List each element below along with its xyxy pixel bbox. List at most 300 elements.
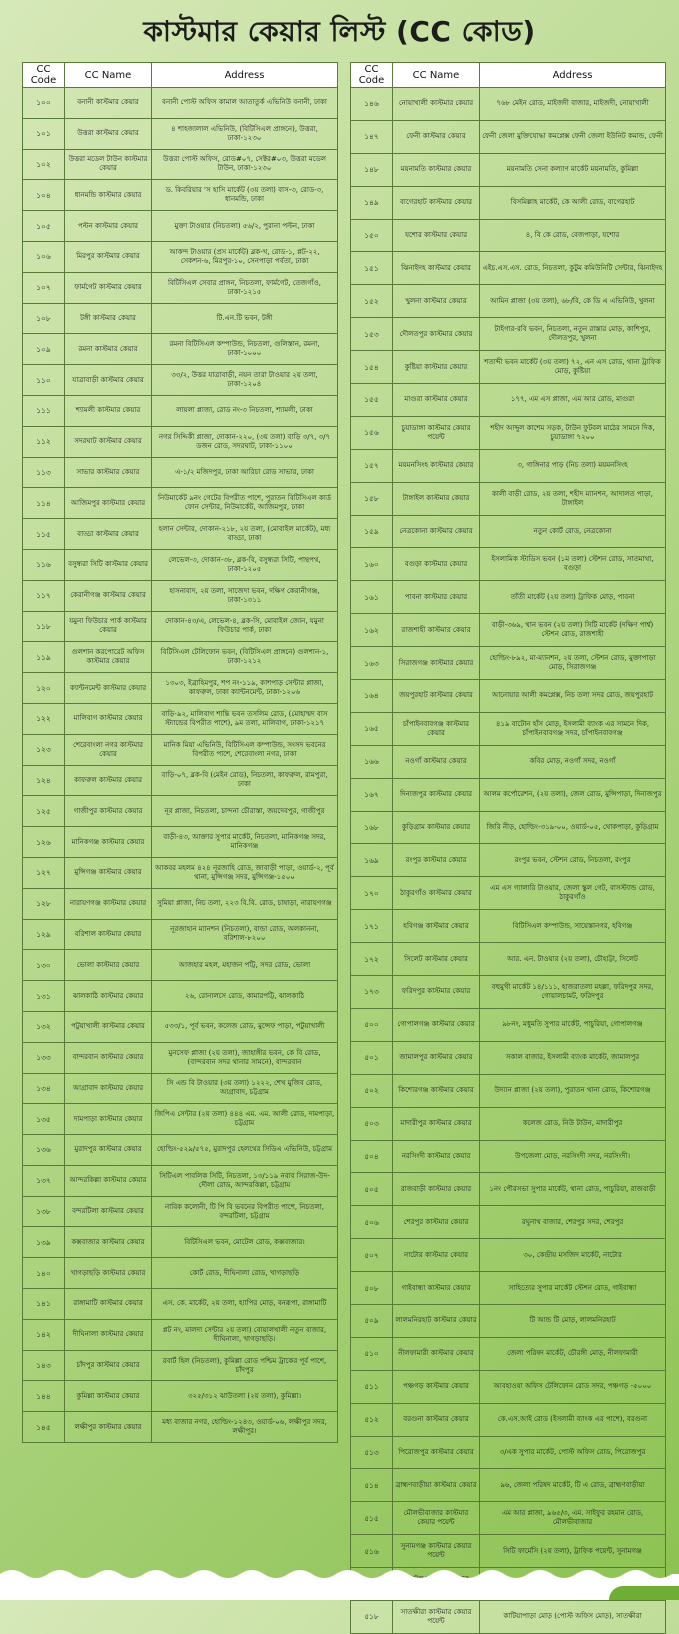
address-cell: এ-১/২ মজিদপুর, ঢাকা আরিচা রোড সাভার, ঢাকা: [152, 457, 338, 488]
table-row: [351, 449, 666, 482]
table-row: [23, 703, 338, 734]
address-cell: ৪, বি কে রোড, বেজপাড়া, যশোর: [480, 219, 666, 252]
header-cc-name: CC Name: [393, 63, 480, 88]
table-row: [23, 1412, 338, 1443]
cc-name-cell: খাগড়াছড়ি কাস্টমার কেয়ার: [65, 1258, 152, 1289]
cc-name-cell: শ্যামলী কাস্টমার কেয়ার: [65, 395, 152, 426]
cc-name-cell: আজিমপুর কাস্টমার কেয়ার: [65, 488, 152, 519]
table-row: [23, 1258, 338, 1289]
table-row: [351, 976, 666, 1009]
cc-code-cell: ৫১০: [351, 1337, 393, 1370]
table-row: [23, 1319, 338, 1350]
cc-name-cell: ব্রাহ্মণবাড়ীয়া কাস্টমার কেয়ার: [393, 1469, 480, 1502]
address-cell: জেলা পরিষদ মার্কেট, চৌরঙ্গী মোড়, নীলফামারী: [480, 1337, 666, 1370]
cc-code-cell: ১৩৪: [23, 1073, 65, 1104]
table-row: [351, 515, 666, 548]
address-cell: বাড়ী-৪৩, আক্তার সুপার মার্কেট, নিচতলা, মানিকগঞ্জ সদর, মানিকগঞ্জ: [152, 827, 338, 858]
cc-code-cell: ৫১৫: [351, 1502, 393, 1535]
cc-code-cell: ১৩০: [23, 950, 65, 981]
table-row: [23, 888, 338, 919]
cc-name-cell: নাটোর কাস্টমার কেয়ার: [393, 1239, 480, 1272]
table-header-row: [351, 63, 666, 88]
address-cell: বহুমুখী মার্কেট ১৪/১১১, হাজরাতলা মহল্লা, ফরিদপুর সদর, গোয়ালচামট, ফরিদপুর: [480, 976, 666, 1009]
cc-name-cell: দামপাড়া কাস্টমার কেয়ার: [65, 1104, 152, 1135]
table-row: [351, 811, 666, 844]
cc-code-cell: ১১২: [23, 426, 65, 457]
table-header-row: [23, 63, 338, 88]
cc-name-cell: সাভার কাস্টমার কেয়ার: [65, 457, 152, 488]
cc-code-cell: ১৫৯: [351, 515, 393, 548]
table-row: [23, 1011, 338, 1042]
cc-code-cell: ১৩৯: [23, 1227, 65, 1258]
table-row: [351, 153, 666, 186]
cc-code-cell: ৫০৮: [351, 1272, 393, 1305]
cc-name-cell: নারায়ণগঞ্জ কাস্টমার কেয়ার: [65, 888, 152, 919]
address-cell: টি.এন.টি ভবন, টঙ্গী: [152, 303, 338, 334]
cc-name-cell: বরিশাল কাস্টমার কেয়ার: [65, 919, 152, 950]
table-row: [351, 1436, 666, 1469]
cc-code-cell: ১৬৫: [351, 712, 393, 745]
address-cell: কলেজ রোড, নিউ টাউন, মাদারীপুর: [480, 1107, 666, 1140]
cc-code-cell: ৫০৫: [351, 1173, 393, 1206]
address-cell: ৩০, কেন্দ্রীয় মসজিদ মার্কেট, নাটোর: [480, 1239, 666, 1272]
cc-name-cell: ভোলা কাস্টমার কেয়ার: [65, 950, 152, 981]
cc-name-cell: সুনামগঞ্জ কাস্টমার কেয়ার পয়েন্ট: [393, 1535, 480, 1568]
cc-name-cell: বাগেরহাট কাস্টমার কেয়ার: [393, 186, 480, 219]
cc-name-cell: নরসিংদী কাস্টমার কেয়ার: [393, 1140, 480, 1173]
table-row: [351, 88, 666, 121]
table-row: [351, 351, 666, 384]
table-row: [23, 1227, 338, 1258]
cc-name-cell: কুড়িগ্রাম কাস্টমার কেয়ার: [393, 811, 480, 844]
cc-name-cell: বাড্ডা কাস্টমার কেয়ার: [65, 519, 152, 550]
address-cell: দোকান-৪৩/এ, লেভেল-৪, ব্লক-সি, মোবাইল জোন, যমুনা ফিউচার পার্ক, ঢাকা: [152, 611, 338, 642]
address-cell: হাসনাবাদ, ২য় তলা, সাজেদা ভবন, দক্ষিণ কেরানীগঞ্জ, ঢাকা-১৩১১: [152, 580, 338, 611]
cc-code-cell: ১২০: [23, 673, 65, 704]
table-row: [23, 395, 338, 426]
cc-code-cell: ১০৮: [23, 303, 65, 334]
address-cell: এস. কে. মার্কেট, ২য় তলা, হ্যাপির মোড়, বনরূপা, রাঙ্গামাটি: [152, 1289, 338, 1320]
cc-name-cell: ধানমন্ডি কাস্টমার কেয়ার: [65, 180, 152, 211]
address-cell: রংপুর ভবন, স্টেশন রোড, নিচতলা, রংপুর: [480, 844, 666, 877]
table-row: [351, 680, 666, 713]
address-cell: উত্তরা পোস্ট অফিস, রোড#০৭, সেক্টর#০৩, উত্তরা মডেল টাউন, ঢাকা-১২৩০: [152, 149, 338, 180]
address-cell: রঘুনাথ বাজার, শেরপুর সদর, শেরপুর: [480, 1206, 666, 1239]
table-row: [351, 614, 666, 647]
cc-code-cell: ১৩৭: [23, 1165, 65, 1196]
address-cell: রবার্ট হিল (নিচতলা), কুমিল্লা রোড পশ্চিম ট্রাকের পূর্ব পাশে, চাঁদপুর: [152, 1350, 338, 1381]
address-cell: ড. কিবরিয়ার 'স হাসি মার্কেট (৩য় তলা) বাস-৩, রোড-৩, ধানমন্ডি, ঢাকা: [152, 180, 338, 211]
table-row: [23, 211, 338, 242]
cc-name-cell: গুলশান করপোরেট অফিস কাস্টমার কেয়ার: [65, 642, 152, 673]
address-cell: তাঁতী মার্কেট (২য় তলা) ট্রাফিক মোড়, পাবনা: [480, 581, 666, 614]
address-cell: কে.এস.আই রোড (ইসলামী ব্যাংক এর পাশে), বরগুনা: [480, 1403, 666, 1436]
cc-name-cell: রংপুর কাস্টমার কেয়ার: [393, 844, 480, 877]
table-row: [23, 457, 338, 488]
table-row: [351, 1304, 666, 1337]
table-row: [23, 88, 338, 119]
cc-name-cell: বান্দরবান কাস্টমার কেয়ার: [65, 1042, 152, 1073]
cc-name-cell: পটুয়াখালী কাস্টমার কেয়ার: [65, 1011, 152, 1042]
cc-name-cell: দৌলতপুর কাস্টমার কেয়ার: [393, 318, 480, 351]
table-row: [23, 611, 338, 642]
table-row: [23, 426, 338, 457]
table-row: [351, 186, 666, 219]
table-row: [351, 1239, 666, 1272]
address-cell: হলান সেন্টার, দোকান-২১৮, ২য় তলা, (মোবাইল মার্কেট), মধ্য বাড্ডা, ঢাকা: [152, 519, 338, 550]
table-row: [23, 950, 338, 981]
cc-name-cell: মাগুরা কাস্টমার কেয়ার: [393, 384, 480, 417]
page-title: কাস্টমার কেয়ার লিস্ট (CC কোড): [143, 15, 536, 48]
header-address: Address: [152, 63, 338, 88]
header-cc-code: CC Code: [351, 63, 393, 88]
table-row: [351, 1173, 666, 1206]
table-row: [351, 252, 666, 285]
cc-code-cell: ১৫৮: [351, 482, 393, 515]
address-cell: সি এন্ড বি টাওয়ার (৩য় তলা) ১২২২, শেখ মুজিব রোড, আগ্রাবাদ, চট্টগ্রাম: [152, 1073, 338, 1104]
address-cell: ২৬, রোনালসে রোড, কামারপট্টি, ঝালকাঠি: [152, 981, 338, 1012]
cc-code-cell: ৫১৩: [351, 1436, 393, 1469]
table-row: [23, 1289, 338, 1320]
table-row: [23, 1104, 338, 1135]
header-cc-code: CC Code: [23, 63, 65, 88]
address-cell: নিউমার্কেট ৯নং গেটের বিপরীত পাশে, পুরাতন বিটিসিএল কার্ড ফোন সেন্টার, নিউমার্কেট, আজিমপুর, ঢাকা: [152, 488, 338, 519]
table-row: [351, 548, 666, 581]
address-cell: আমিন প্লাজা (৩য় তলা), ৬৮/বি, কে ডি এ এভিনিউ, খুলনা: [480, 285, 666, 318]
table-body-right: [351, 88, 666, 1634]
header-address: Address: [480, 63, 666, 88]
address-cell: বিটিসিএল ভবন, মোটেল রোড, কক্সবাজার।: [152, 1227, 338, 1258]
table-row: [351, 910, 666, 943]
cc-name-cell: শেরেবাংলা নগর কাস্টমার কেয়ার: [65, 734, 152, 765]
cc-name-cell: উত্তরা কাস্টমার কেয়ার: [65, 118, 152, 149]
cc-code-cell: ১১৯: [23, 642, 65, 673]
table-row: [351, 1008, 666, 1041]
cc-code-cell: ১৪৮: [351, 153, 393, 186]
cc-table-left: [22, 62, 338, 1443]
cc-name-cell: কেরানীগঞ্জ কাস্টমার কেয়ার: [65, 580, 152, 611]
cc-code-cell: ১৬৭: [351, 778, 393, 811]
cc-name-cell: মিরপুর কাস্টমার কেয়ার: [65, 241, 152, 272]
cc-code-cell: ৫১৮: [351, 1600, 393, 1633]
cc-name-cell: পল্টন কাস্টমার কেয়ার: [65, 211, 152, 242]
table-row: [23, 1381, 338, 1412]
cc-name-cell: ময়নামতি কাস্টমার কেয়ার: [393, 153, 480, 186]
address-cell: নগর সিদ্দিকী প্লাজা, দোকান-২২০, (৩য় তলা) বাড়ি ৩/৭, ৩/৭ ডজন রোড, সদরঘাট, ঢাকা-১১০০: [152, 426, 338, 457]
cc-table-right: [350, 62, 666, 1634]
cc-code-cell: ১৬০: [351, 548, 393, 581]
address-cell: উদ্যান প্লাজা (২য় তলা), পুরাতন থানা রোড, কিশোরগঞ্জ: [480, 1074, 666, 1107]
address-cell: ৩, গাঙ্গিনার পাড় (নিচ তলা) ময়মনসিংহ: [480, 449, 666, 482]
cc-code-cell: ১৪৭: [351, 120, 393, 153]
table-row: [23, 272, 338, 303]
address-cell: আকবর মহলম ৪২৪ নূরজাহি রোড, জাবাড়ী পাড়া, ওয়ার্ড-২, পূর্ব থানা, মুন্সিগঞ্জ সদর, মুন্সিগঞ্জ-১৫০০: [152, 857, 338, 888]
header-cc-name: CC Name: [65, 63, 152, 88]
cc-name-cell: টঙ্গী কাস্টমার কেয়ার: [65, 303, 152, 334]
address-cell: বিসমিল্লাহ মার্কেট, কে আলী রোড, বাগেরহাট: [480, 186, 666, 219]
table-row: [23, 1165, 338, 1196]
address-cell: ৪ শাহজালাল এভিনিউ, (বিটিসিএল প্রাঙ্গনে), উত্তরা, ঢাকা-১২৩০: [152, 118, 338, 149]
cc-name-cell: ঝিনাইদহ কাস্টমার কেয়ার: [393, 252, 480, 285]
cc-code-cell: ১০২: [23, 149, 65, 180]
address-cell: সিটি ফার্মেসি (২য় তলা), ট্রাফিক পয়েন্ট, সুনামগঞ্জ: [480, 1535, 666, 1568]
address-cell: জিরি নীড়, হোল্ডিং-৩১৯-০০, ওয়ার্ড-০৫, থোকপাড়া, কুড়িগ্রাম: [480, 811, 666, 844]
address-cell: আর. এন. টাওয়ার (২য় তলা), চৌহাট্টা, সিলেট: [480, 943, 666, 976]
table-row: [23, 673, 338, 704]
cc-code-cell: ১৬৪: [351, 680, 393, 713]
cc-code-cell: ১৩২: [23, 1011, 65, 1042]
cc-name-cell: আন্দরকিল্লা কাস্টমার কেয়ার: [65, 1165, 152, 1196]
table-row: [23, 365, 338, 396]
address-cell: উপজেলা মোড়, নরসিংদী সদর, নরসিংদী।: [480, 1140, 666, 1173]
cc-name-cell: উত্তরা মডেল টাউন কাস্টমার কেয়ার: [65, 149, 152, 180]
cc-code-cell: ১২৬: [23, 827, 65, 858]
cc-code-cell: ১৬৬: [351, 745, 393, 778]
table-row: [351, 745, 666, 778]
address-cell: হোল্ডিং-৮৯২, মা-ম্যানশন, ২য় তলা, স্টেশন রোড, মুক্তাপাড়া মোড়, সিরাজগঞ্জ: [480, 647, 666, 680]
cc-name-cell: টাঙ্গাইল কাস্টমার কেয়ার: [393, 482, 480, 515]
cc-name-cell: খুলনা কাস্টমার কেয়ার: [393, 285, 480, 318]
cc-code-cell: ১৬২: [351, 614, 393, 647]
address-cell: লায়লা প্লাজা, রোড নং-৩ নিচতলা, শ্যামলী, ঢাকা: [152, 395, 338, 426]
table-row: [351, 1337, 666, 1370]
cc-name-cell: কক্সবাজার কাস্টমার কেয়ার: [65, 1227, 152, 1258]
address-cell: প্লট নং, মালদা সেন্টার ২য় তলা) বোয়ালখালী নতুন বাজার, দীঘিনালা, খাগড়াছড়ি।: [152, 1319, 338, 1350]
address-cell: এইচ.এস.এস. রোড, নিচতলা, কুটুম কমিউনিটি সেন্টার, ঝিনাইদহ: [480, 252, 666, 285]
address-cell: আবহাওয়া অফিস টেলিফোন রোড সদর, পঞ্চগড় -৫০০০: [480, 1370, 666, 1403]
cc-code-cell: ১৫২: [351, 285, 393, 318]
cc-name-cell: নওগাঁ কাস্টমার কেয়ার: [393, 745, 480, 778]
cc-code-cell: ১৪২: [23, 1319, 65, 1350]
cc-code-cell: ৫০২: [351, 1074, 393, 1107]
cc-name-cell: সিলেট কাস্টমার কেয়ার: [393, 943, 480, 976]
table-row: [351, 1074, 666, 1107]
address-cell: ফেনী জেলা মুক্তিযোদ্ধা কমপ্লেক্স ফেনী জেলা ইউনিট কমান্ড, ফেনী: [480, 120, 666, 153]
table-row: [351, 285, 666, 318]
address-cell: ইসলামিক স্টাডিস ভবন (১ম তলা) স্টেশন রোড, সাতমাথা, বগুড়া: [480, 548, 666, 581]
cc-name-cell: রমনা কাস্টমার কেয়ার: [65, 334, 152, 365]
cc-name-cell: বগুড়া কাস্টমার কেয়ার: [393, 548, 480, 581]
cc-code-cell: ১৭৩: [351, 976, 393, 1009]
table-row: [351, 778, 666, 811]
cc-name-cell: চাঁদপুর কাস্টমার কেয়ার: [65, 1350, 152, 1381]
cc-code-cell: ১৩৫: [23, 1104, 65, 1135]
cc-name-cell: আগ্রাবাদ কাস্টমার কেয়ার: [65, 1073, 152, 1104]
address-cell: বনানী পোস্ট অফিস কামাল আতাতুর্ক এভিনিউ বনানী, ঢাকা: [152, 88, 338, 119]
address-cell: সিটিএল পাবলিক সিটি, নিচতলা, ১৩/১১৯ নবাব সিরাজ-উদ-দৌলা রোড, আন্দরকিল্লা, চট্টগ্রাম: [152, 1165, 338, 1196]
cc-code-cell: ১৫৬: [351, 416, 393, 449]
cc-name-cell: চুয়াডাঙ্গা কাস্টমার কেয়ার পয়েন্ট: [393, 416, 480, 449]
cc-name-cell: যমুনা ফিউচার পার্ক কাস্টমার কেয়ার: [65, 611, 152, 642]
cc-code-cell: ১৭১: [351, 910, 393, 943]
cc-name-cell: সিরাজগঞ্জ কাস্টমার কেয়ার: [393, 647, 480, 680]
cc-name-cell: জামালপুর কাস্টমার কেয়ার: [393, 1041, 480, 1074]
cc-code-cell: ১০৫: [23, 211, 65, 242]
cc-code-cell: ১৫৪: [351, 351, 393, 384]
table-row: [23, 857, 338, 888]
address-cell: নাবিক কলোনী, টি পি বি ভবনের বিপরীত পাশে, নিচতলা, বন্দরটিলা, চট্টগ্রাম: [152, 1196, 338, 1227]
table-row: [351, 877, 666, 910]
cc-name-cell: ফার্মগেট কাস্টমার কেয়ার: [65, 272, 152, 303]
cc-code-cell: ১২৫: [23, 796, 65, 827]
cc-code-cell: ১৫৭: [351, 449, 393, 482]
cc-name-cell: মুন্সিগঞ্জ কাস্টমার কেয়ার: [65, 857, 152, 888]
address-cell: বিটিসিএল সেবার প্রাঙ্গন, নিচতলা, ফার্মগেট, তেজগাঁও, ঢাকা-১২১৫: [152, 272, 338, 303]
address-cell: ৩/এক সুপার মার্কেট, পোস্ট অফিস রোড, পিরোজপুর: [480, 1436, 666, 1469]
table-row: [351, 416, 666, 449]
cc-code-cell: ১১৮: [23, 611, 65, 642]
cc-name-cell: পঞ্চগড় কাস্টমার কেয়ার: [393, 1370, 480, 1403]
decorative-wave: [0, 1560, 679, 1600]
address-cell: কাটিয়াপাড়া মোড় (পোস্ট অফিস মোড়), সাতক্ষীরা: [480, 1600, 666, 1633]
address-cell: বাড়ী-৩৬৯, থান ভবন (২য় তলা) সিটি মার্কেট (দক্ষিণ পার্শ্ব) স্টেশন রোড, রাজশাহী: [480, 614, 666, 647]
cc-name-cell: নেত্রকোনা কাস্টমার কেয়ার: [393, 515, 480, 548]
cc-code-cell: ১২৯: [23, 919, 65, 950]
cc-code-cell: ১০০: [23, 88, 65, 119]
table-row: [351, 1469, 666, 1502]
address-cell: ১৭৭, এম এস প্লাজা, এম আর রোড, মাগুরা: [480, 384, 666, 417]
cc-name-cell: রাঙ্গামাটি কাস্টমার কেয়ার: [65, 1289, 152, 1320]
cc-code-cell: ১০১: [23, 118, 65, 149]
address-cell: সকাল বাজার, ইসলামী ব্যাংক মার্কেট, জামালপুর: [480, 1041, 666, 1074]
cc-name-cell: নীলফামারী কাস্টমার কেয়ার: [393, 1337, 480, 1370]
cc-name-cell: মানিকগঞ্জ কাস্টমার কেয়ার: [65, 827, 152, 858]
table-row: [23, 519, 338, 550]
cc-code-cell: ১২৩: [23, 734, 65, 765]
cc-code-cell: ১২৪: [23, 765, 65, 796]
cc-code-cell: ১২২: [23, 703, 65, 734]
address-cell: এম এস গ্যালারি টাওয়ার, জেলা স্কুল গেট, বাসস্ট্যান্ড রোড, ঠাকুরগাঁও: [480, 877, 666, 910]
cc-code-cell: ১৬৩: [351, 647, 393, 680]
address-cell: কালী বাড়ী রোড, ২য় তলা, শহীদ ম্যানশন, আদালত পাড়া, টাঙ্গাইল: [480, 482, 666, 515]
table-row: [351, 647, 666, 680]
table-row: [23, 642, 338, 673]
address-cell: হোল্ডিং-৫২৯/৫৭৫, মুরাদপুর হেলথের সিডিএ এভিনিউ, চট্টগ্রাম: [152, 1135, 338, 1166]
table-row: [23, 118, 338, 149]
address-cell: সুমিয়া প্লাজা, নিচ তলা, ২২৩ বি.বি. রোড, চাষাড়া, নারায়ণগঞ্জ: [152, 888, 338, 919]
table-row: [23, 1135, 338, 1166]
address-cell: বাড়ি-০৭, ব্লক-বি (মেইন রোড), নিচতলা, কাফরুল, রামপুরা, ঢাকা: [152, 765, 338, 796]
address-cell: নতুন কোর্ট রোড, নেত্রকোনা: [480, 515, 666, 548]
address-cell: নূর প্লাজা, নিচতলা, চান্দনা চৌরাস্তা, জয়দেবপুর, গাজীপুর: [152, 796, 338, 827]
cc-name-cell: পাবনা কাস্টমার কেয়ার: [393, 581, 480, 614]
cc-name-cell: কিশোরগঞ্জ কাস্টমার কেয়ার: [393, 1074, 480, 1107]
table-row: [23, 149, 338, 180]
cc-name-cell: শেরপুর কাস্টমার কেয়ার: [393, 1206, 480, 1239]
cc-name-cell: লালমনিরহাট কাস্টমার কেয়ার: [393, 1304, 480, 1337]
table-row: [351, 1403, 666, 1436]
cc-code-cell: ১৭২: [351, 943, 393, 976]
address-cell: ৯৮নং, মধুমতি সুপার মার্কেট, পাচুরিয়া, গোপালগঞ্জ: [480, 1008, 666, 1041]
table-row: [23, 827, 338, 858]
table-row: [23, 796, 338, 827]
cc-code-cell: ১৫৫: [351, 384, 393, 417]
cc-name-cell: দিনাজপুর কাস্টমার কেয়ার: [393, 778, 480, 811]
address-cell: আলম কর্পোরেশন, (২য় তলা), জেল রোড, মুন্সিপাড়া, দিনাজপুর: [480, 778, 666, 811]
cc-name-cell: যশোর কাস্টমার কেয়ার: [393, 219, 480, 252]
table-row: [351, 943, 666, 976]
cc-code-cell: ১৩১: [23, 981, 65, 1012]
cc-code-cell: ৫০১: [351, 1041, 393, 1074]
cc-code-cell: ১১১: [23, 395, 65, 426]
cc-name-cell: গাজীপুর কাস্টমার কেয়ার: [65, 796, 152, 827]
cc-name-cell: বসুন্ধরা সিটি কাস্টমার কেয়ার: [65, 549, 152, 580]
cc-code-cell: ১৪৫: [23, 1412, 65, 1443]
table-row: [23, 734, 338, 765]
address-cell: শতাব্দী ভবন মার্কেট (৩য় তলা) ৭২, এন এস রোড, থানা ট্রাফিক মোড়, কুষ্টিয়া: [480, 351, 666, 384]
cc-code-cell: ১২৮: [23, 888, 65, 919]
address-cell: মুনসেফ প্লাজা (২য় তলা), জাহাঙ্গীর ভবন, কে বি রোড, (বান্দরবান সদর থানার সামনে), বান্দরবান: [152, 1042, 338, 1073]
cc-name-cell: হবিগঞ্জ কাস্টমার কেয়ার: [393, 910, 480, 943]
cc-code-cell: ১১৫: [23, 519, 65, 550]
cc-name-cell: ঠাকুরগাঁও কাস্টমার কেয়ার: [393, 877, 480, 910]
cc-code-cell: ১৩৩: [23, 1042, 65, 1073]
cc-name-cell: রাজবাড়ী কাস্টমার কেয়ার: [393, 1173, 480, 1206]
address-cell: বাড়ি-৯২, মালিবাগ শান্তি ভবন তসলিম রোড, (মোহাম্মদ বাস স্ট্যান্ডের বিপরীত পাশে), ৯ম তলা, মালিবাগ, ঢাকা-১২১৭: [152, 703, 338, 734]
cc-code-cell: ১৩৮: [23, 1196, 65, 1227]
table-row: [23, 334, 338, 365]
address-cell: আনোয়ার আলী কমপ্লেক্স, নিচ তলা সদর রোড, জয়পুরহাট: [480, 680, 666, 713]
table-row: [351, 1206, 666, 1239]
address-cell: কোর্ট রোড, দীঘিনালা রোড, খাগড়াছড়ি: [152, 1258, 338, 1289]
table-row: [351, 1600, 666, 1633]
cc-code-cell: ১৬১: [351, 581, 393, 614]
cc-name-cell: জয়পুরহাট কাস্টমার কেয়ার: [393, 680, 480, 713]
cc-code-cell: ৫০০: [351, 1008, 393, 1041]
address-cell: মধ্য বাজার নগর, হোল্ডিং-১২৪৩, ওয়ার্ড-০৬, লক্ষীপুর সদর, লক্ষীপুর।: [152, 1412, 338, 1443]
cc-code-cell: ৫১১: [351, 1370, 393, 1403]
table-row: [351, 581, 666, 614]
cc-code-cell: ৫০৬: [351, 1206, 393, 1239]
table-row: [351, 1140, 666, 1173]
table-row: [351, 1272, 666, 1305]
cc-code-cell: ১৬৯: [351, 844, 393, 877]
cc-name-cell: গোপালগঞ্জ কাস্টমার কেয়ার: [393, 1008, 480, 1041]
table-row: [351, 1107, 666, 1140]
cc-name-cell: ঝালকাঠি কাস্টমার কেয়ার: [65, 981, 152, 1012]
address-cell: নূরজাহান ম্যানশন (নিচতলা), বান্ডা রোড, অলকাননা, বরিশাল-৮২০০: [152, 919, 338, 950]
table-row: [351, 120, 666, 153]
address-cell: আকন্দ টাওয়ার (প্রস মার্কেট) ব্লক-খ, রোড-১, প্লট-২২, সেকশন-৬, মিরপুর-১০, সেনপাড়া পর্বতা, ঢাকা: [152, 241, 338, 272]
address-cell: ৭৬৮ মেইন রোড, মাইজদী বাজার, মাইজদী, নোয়াখালী: [480, 88, 666, 121]
cc-code-cell: ১০৯: [23, 334, 65, 365]
table-row: [351, 1041, 666, 1074]
cc-name-cell: বরগুনা কাস্টমার কেয়ার: [393, 1403, 480, 1436]
cc-code-cell: ১৪৩: [23, 1350, 65, 1381]
table-row: [351, 1502, 666, 1535]
cc-name-cell: মুরাদপুর কাস্টমার কেয়ার: [65, 1135, 152, 1166]
cc-code-cell: ১৪১: [23, 1289, 65, 1320]
address-cell: আজহার মহল, মহাজন পট্টি, সদর রোড, ভোলা: [152, 950, 338, 981]
cc-name-cell: ফরিদপুর কাস্টমার কেয়ার: [393, 976, 480, 1009]
cc-code-cell: ১০৪: [23, 180, 65, 211]
cc-code-cell: ৫১৬: [351, 1535, 393, 1568]
address-cell: বিটিসিএল টেলিফোন ভবন, (বিটিসিএল প্রাঙ্গনে) গুলশান-১, ঢাকা-১২১২: [152, 642, 338, 673]
table-row: [23, 1073, 338, 1104]
cc-code-cell: ১৪৪: [23, 1381, 65, 1412]
address-cell: সাহিত্যের সুপার মার্কেট স্টেশন রোড, গাইবান্ধা: [480, 1272, 666, 1305]
cc-code-cell: ১১৩: [23, 457, 65, 488]
address-cell: টাইগার-রবি ভবন, নিচতলা, নতুন রাস্তার মোড়, কাশিপুর, দৌলতপুর, খুলনা: [480, 318, 666, 351]
cc-name-cell: চাঁপাইনবাবগঞ্জ কাস্টমার কেয়ার: [393, 712, 480, 745]
cc-name-cell: ফেনী কাস্টমার কেয়ার: [393, 120, 480, 153]
cc-name-cell: বন্দরটিলা কাস্টমার কেয়ার: [65, 1196, 152, 1227]
table-row: [23, 765, 338, 796]
address-cell: টি আন্ড টি মোড়, লালমনিরহাট: [480, 1304, 666, 1337]
address-cell: মুক্তা টাওয়ার (নিচতলা) ৫৬/২, পুরানা পল্টন, ঢাকা: [152, 211, 338, 242]
address-cell: ৩২৫/৩১২ ঝাউতলা (২য় তলা), কুমিল্লা।: [152, 1381, 338, 1412]
cc-name-cell: রাজশাহী কাস্টমার কেয়ার: [393, 614, 480, 647]
